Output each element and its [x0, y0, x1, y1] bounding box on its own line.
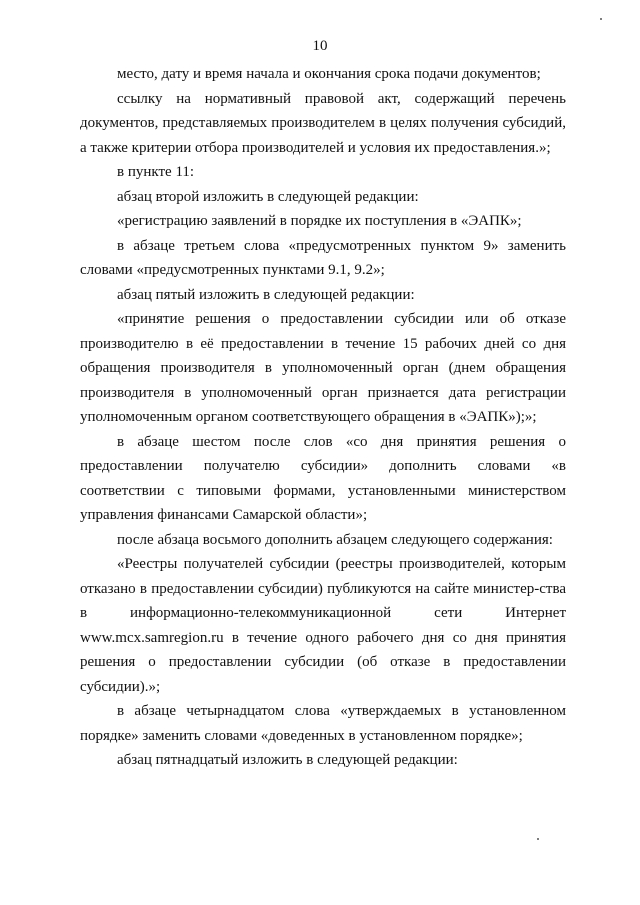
paragraph: абзац пятнадцатый изложить в следующей редакции:: [117, 752, 458, 768]
paragraph: в пункте 11:: [117, 164, 195, 180]
paragraph: в абзаце шестом после слов «со дня принятия решения о предоставлении получателю субсидии» дополнить словами «в соответствии с типовыми формами, установленными министерством управления финансами Самарской области»;: [80, 433, 566, 523]
paragraph: ссылку на нормативный правовой акт, содержащий перечень документов, представляемых производителем в целях получения субсидий, а также критерии отбора производителей и условия их предоставления.»;: [80, 90, 566, 156]
paragraph: место, дату и время начала и окончания срока подачи документов;: [117, 66, 541, 82]
paragraph: абзац второй изложить в следующей редакции:: [117, 188, 419, 205]
page-number: 10: [312, 38, 328, 54]
paragraph: «принятие решения о предоставлении субсидии или об отказе производителю в её предоставлении в течение 15 рабочих дней со дня обращения производителя в уполномоченный орган (днем обращения производителя в уполномоченный орган признается дата регистрации уполномоченным органом соответствующего обращения в «ЭАПК»);»;: [80, 311, 566, 425]
paragraph: в абзаце четырнадцатом слова «утверждаемых в установленном порядке» заменить словами «доведенных в установленном порядке»;: [80, 703, 566, 744]
paragraph: абзац пятый изложить в следующей редакции:: [117, 286, 415, 303]
paragraph: «регистрацию заявлений в порядке их поступления в «ЭАПК»;: [117, 213, 522, 229]
paragraph: после абзаца восьмого дополнить абзацем следующего содержания:: [117, 531, 553, 548]
document-body: [80, 62, 566, 773]
paragraph: «Реестры получателей субсидии (реестры производителей, которым отказано в предоставлении субсидии) публикуются на сайте министер-ства в информационно-телекоммуникационной сети Интернет www.mcx.samregion.ru в течение одного рабочего дня со дня принятия решения о предоставлении субсидии (об отказе в предоставлении субсидии).»;: [80, 556, 566, 695]
scan-speck: [600, 18, 602, 20]
scan-speck: [537, 838, 539, 840]
paragraph: в абзаце третьем слова «предусмотренных пунктом 9» заменить словами «предусмотренных пунктами 9.1, 9.2»;: [80, 237, 566, 278]
